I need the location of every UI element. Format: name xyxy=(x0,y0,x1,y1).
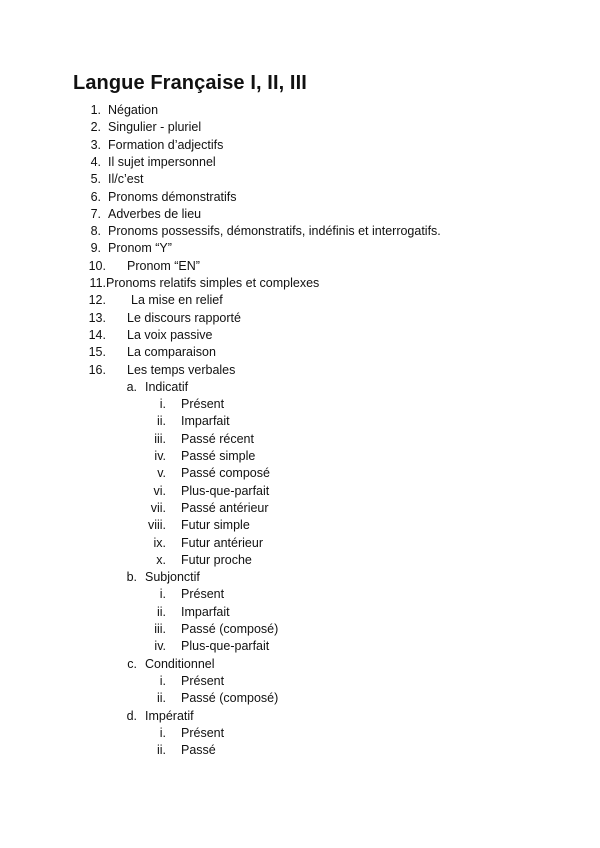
list-item-number: iv. xyxy=(154,639,166,654)
list-item-text: La mise en relief xyxy=(131,293,223,308)
list-item-number: i. xyxy=(159,397,166,412)
list-item-number: 7. xyxy=(90,206,101,221)
list-item-number: 4. xyxy=(90,154,101,169)
list-item-number: 12. xyxy=(88,293,106,308)
list-item-number: i. xyxy=(159,587,166,602)
list-item-l3-1-2 xyxy=(0,413,600,430)
list-item-l3-1-5 xyxy=(0,465,600,482)
list-item-number: 10. xyxy=(88,258,106,273)
list-item-number: iv. xyxy=(154,449,166,463)
list-item-number: 1. xyxy=(90,103,101,117)
list-item-number: 11. xyxy=(89,276,106,290)
list-item-text: La comparaison xyxy=(127,345,216,360)
list-item-l3-1-3 xyxy=(0,431,600,448)
list-item-l1-15 xyxy=(0,344,600,361)
list-item-number: 13. xyxy=(88,310,106,325)
list-item-text: Singulier - pluriel xyxy=(108,120,202,135)
list-item-l1-7 xyxy=(0,206,600,223)
list-item-text: Présent xyxy=(181,725,225,740)
list-item-text: Indicatif xyxy=(145,379,189,394)
list-item-text: Formation d’adjectifs xyxy=(108,137,224,152)
list-item-l1-11 xyxy=(0,275,600,292)
list-item-l3-1-4 xyxy=(0,448,600,465)
list-item-text: Il/c’est xyxy=(108,172,144,187)
list-item-l3-2-3 xyxy=(0,621,600,638)
list-item-text: Adverbes de lieu xyxy=(108,206,202,221)
list-item-number: 14. xyxy=(88,327,106,342)
list-item-l3-1-1 xyxy=(0,396,600,413)
list-item-l1-2 xyxy=(0,119,600,136)
list-item-text: Imparfait xyxy=(181,414,230,429)
list-item-number: x. xyxy=(156,552,166,567)
list-item-text: Futur proche xyxy=(181,552,252,567)
list-item-text: Conditionnel xyxy=(145,656,215,671)
list-item-number: 15. xyxy=(88,345,106,360)
list-item-text: Subjonctif xyxy=(145,570,200,585)
list-item-number: ii. xyxy=(156,743,166,758)
list-item-text: Plus-que-parfait xyxy=(181,639,270,654)
list-item-text: Les temps verbales xyxy=(127,362,236,377)
list-item-text: Imparfait xyxy=(181,604,230,619)
list-item-l1-6 xyxy=(0,189,600,206)
list-item-number: c. xyxy=(127,656,137,671)
list-item-l3-3-1 xyxy=(0,673,600,690)
list-item-l2-4 xyxy=(0,708,600,725)
list-item-l2-1 xyxy=(0,379,600,396)
list-item-l3-2-1 xyxy=(0,586,600,603)
list-item-text: Passé simple xyxy=(181,449,256,463)
list-item-text: Futur antérieur xyxy=(181,535,263,550)
list-item-text: Pronoms possessifs, démonstratifs, indéfinis et interrogatifs. xyxy=(108,224,441,239)
list-item-l1-13 xyxy=(0,310,600,327)
list-item-number: vi. xyxy=(153,483,166,498)
list-item-text: Passé (composé) xyxy=(181,622,279,636)
list-item-number: 5. xyxy=(90,172,101,187)
list-item-number: v. xyxy=(157,466,166,481)
list-item-text: Plus-que-parfait xyxy=(181,483,270,498)
list-item-text: Passé xyxy=(181,743,216,758)
list-item-text: Impératif xyxy=(145,708,194,723)
list-item-number: 2. xyxy=(90,120,101,135)
list-item-l3-4-1 xyxy=(0,725,600,742)
list-item-number: 9. xyxy=(90,241,101,256)
list-item-l2-3 xyxy=(0,656,600,673)
page-title: Langue Française I, II, III xyxy=(73,72,307,94)
list-item-number: 8. xyxy=(90,224,101,239)
list-item-l3-2-4 xyxy=(0,638,600,655)
list-item-number: b. xyxy=(126,570,137,585)
list-item-l3-1-9 xyxy=(0,535,600,552)
list-item-text: Passé récent xyxy=(181,431,254,446)
list-item-number: iii. xyxy=(154,622,166,636)
list-item-number: i. xyxy=(159,725,166,740)
list-item-text: Passé antérieur xyxy=(181,500,269,515)
list-item-text: Présent xyxy=(181,397,225,412)
list-item-text: Passé composé xyxy=(181,466,270,481)
list-item-number: ii. xyxy=(156,604,166,619)
list-item-text: Le discours rapporté xyxy=(127,310,241,325)
list-item-text: Présent xyxy=(181,587,225,602)
list-item-l3-1-10 xyxy=(0,552,600,569)
list-item-text: Négation xyxy=(108,103,159,117)
list-item-l1-12 xyxy=(0,292,600,309)
list-item-text: Pronoms relatifs simples et complexes xyxy=(106,276,320,290)
list-item-l1-10 xyxy=(0,258,600,275)
list-item-l1-3 xyxy=(0,137,600,154)
list-item-number: 16. xyxy=(88,362,106,377)
list-item-number: a. xyxy=(126,379,137,394)
list-item-text: Pronoms démonstratifs xyxy=(108,189,237,204)
list-item-number: ix. xyxy=(153,535,166,550)
list-item-l3-2-2 xyxy=(0,604,600,621)
list-item-number: viii. xyxy=(147,518,166,533)
list-item-text: Il sujet impersonnel xyxy=(108,154,216,169)
list-item-text: Pronom “Y” xyxy=(108,241,172,256)
list-item-number: ii. xyxy=(156,691,166,706)
list-item-l3-3-2 xyxy=(0,690,600,707)
list-item-l3-1-7 xyxy=(0,500,600,517)
list-item-l1-5 xyxy=(0,171,600,188)
list-item-text: Pronom “EN” xyxy=(127,258,200,273)
list-item-text: Passé (composé) xyxy=(181,691,279,706)
list-item-l1-4 xyxy=(0,154,600,171)
list-item-number: 6. xyxy=(90,189,101,204)
list-item-l1-9 xyxy=(0,240,600,257)
list-item-l1-1 xyxy=(0,102,600,119)
list-item-number: i. xyxy=(159,673,166,688)
list-item-text: Présent xyxy=(181,673,225,688)
list-item-l2-2 xyxy=(0,569,600,586)
list-item-l3-4-2 xyxy=(0,742,600,759)
list-item-text: Futur simple xyxy=(181,518,250,533)
list-item-l1-16 xyxy=(0,362,600,379)
list-item-number: vii. xyxy=(150,500,166,515)
list-item-number: iii. xyxy=(154,431,166,446)
list-item-l3-1-8 xyxy=(0,517,600,534)
list-item-l1-8 xyxy=(0,223,600,240)
list-item-l1-14 xyxy=(0,327,600,344)
list-item-number: ii. xyxy=(156,414,166,429)
list-item-text: La voix passive xyxy=(127,327,213,342)
list-item-number: 3. xyxy=(90,137,101,152)
list-item-number: d. xyxy=(126,708,137,723)
list-item-l3-1-6 xyxy=(0,483,600,500)
